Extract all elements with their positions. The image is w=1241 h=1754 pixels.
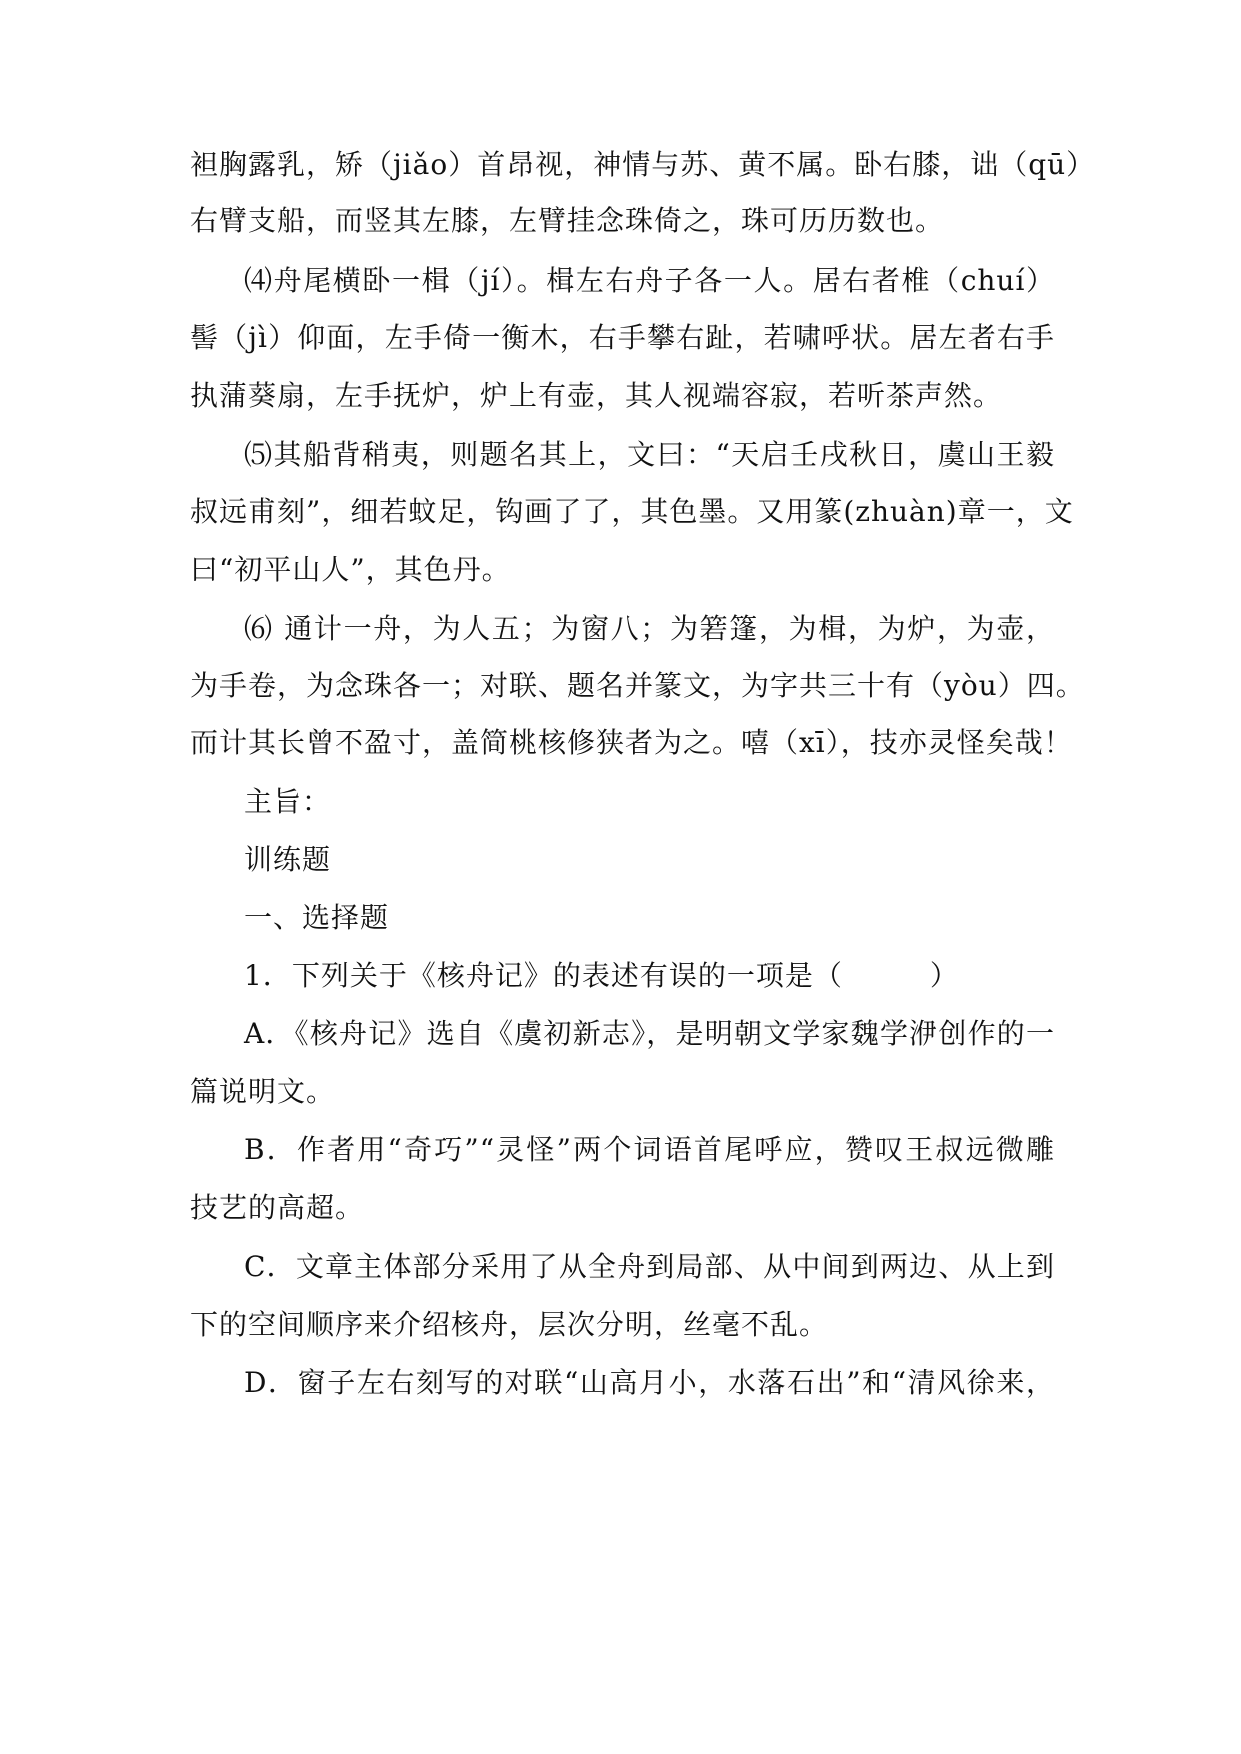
text-line: 右臂支船，而竖其左膝，左臂挂念珠倚之，珠可历历数也。 xyxy=(190,204,945,237)
question-1: 1．下列关于《核舟记》的表述有误的一项是（ ） xyxy=(244,959,959,992)
option-a: A．《核舟记》选自《虞初新志》，是明朝文学家魏学洢创作的一 xyxy=(244,1017,1055,1050)
text-line: 曰“初平山人”，其色丹。 xyxy=(190,553,511,586)
option-d: D．窗子左右刻写的对联“山高月小，水落石出”和“清风徐来， xyxy=(244,1366,1055,1399)
paragraph-6-start: ⑹ 通计一舟，为人五；为窗八；为箬篷，为楫，为炉，为壶， xyxy=(244,612,1055,645)
section-heading: 一、选择题 xyxy=(244,901,390,934)
paragraph-4-start: ⑷舟尾横卧一楫（jí）。楫左右舟子各一人。居右者椎（chuí） xyxy=(244,264,1055,297)
theme-heading: 主旨： xyxy=(244,785,332,818)
text-line: 叔远甫刻”，细若蚊足，钩画了了，其色墨。又用篆(zhuàn)章一，文 xyxy=(190,495,1074,528)
paragraph-5-start: ⑸其船背稍夷，则题名其上，文曰：“天启壬戌秋日，虞山王毅 xyxy=(244,438,1055,471)
option-c: C．文章主体部分采用了从全舟到局部、从中间到两边、从上到 xyxy=(244,1250,1055,1283)
text-line: 袒胸露乳，矫（jiǎo）首昂视，神情与苏、黄不属。卧右膝，诎（qū） xyxy=(190,148,1096,181)
option-b: B．作者用“奇巧”“灵怪”两个词语首尾呼应，赞叹王叔远微雕 xyxy=(244,1133,1055,1166)
text-line: 髻（jì）仰面，左手倚一衡木，右手攀右趾，若啸呼状。居左者右手 xyxy=(190,321,1055,354)
text-line: 技艺的高超。 xyxy=(190,1191,365,1224)
exercise-heading: 训练题 xyxy=(244,843,332,876)
text-line: 下的空间顺序来介绍核舟，层次分明，丝毫不乱。 xyxy=(190,1308,829,1341)
text-line: 执蒲葵扇，左手抚炉，炉上有壶，其人视端容寂，若听茶声然。 xyxy=(190,379,1003,412)
text-line: 为手卷，为念珠各一；对联、题名并篆文，为字共三十有（yòu）四。 xyxy=(190,669,1085,702)
text-line: 而计其长曾不盈寸，盖简桃核修狭者为之。嘻（xī），技亦灵怪矣哉！ xyxy=(190,726,1073,759)
text-line: 篇说明文。 xyxy=(190,1075,336,1108)
